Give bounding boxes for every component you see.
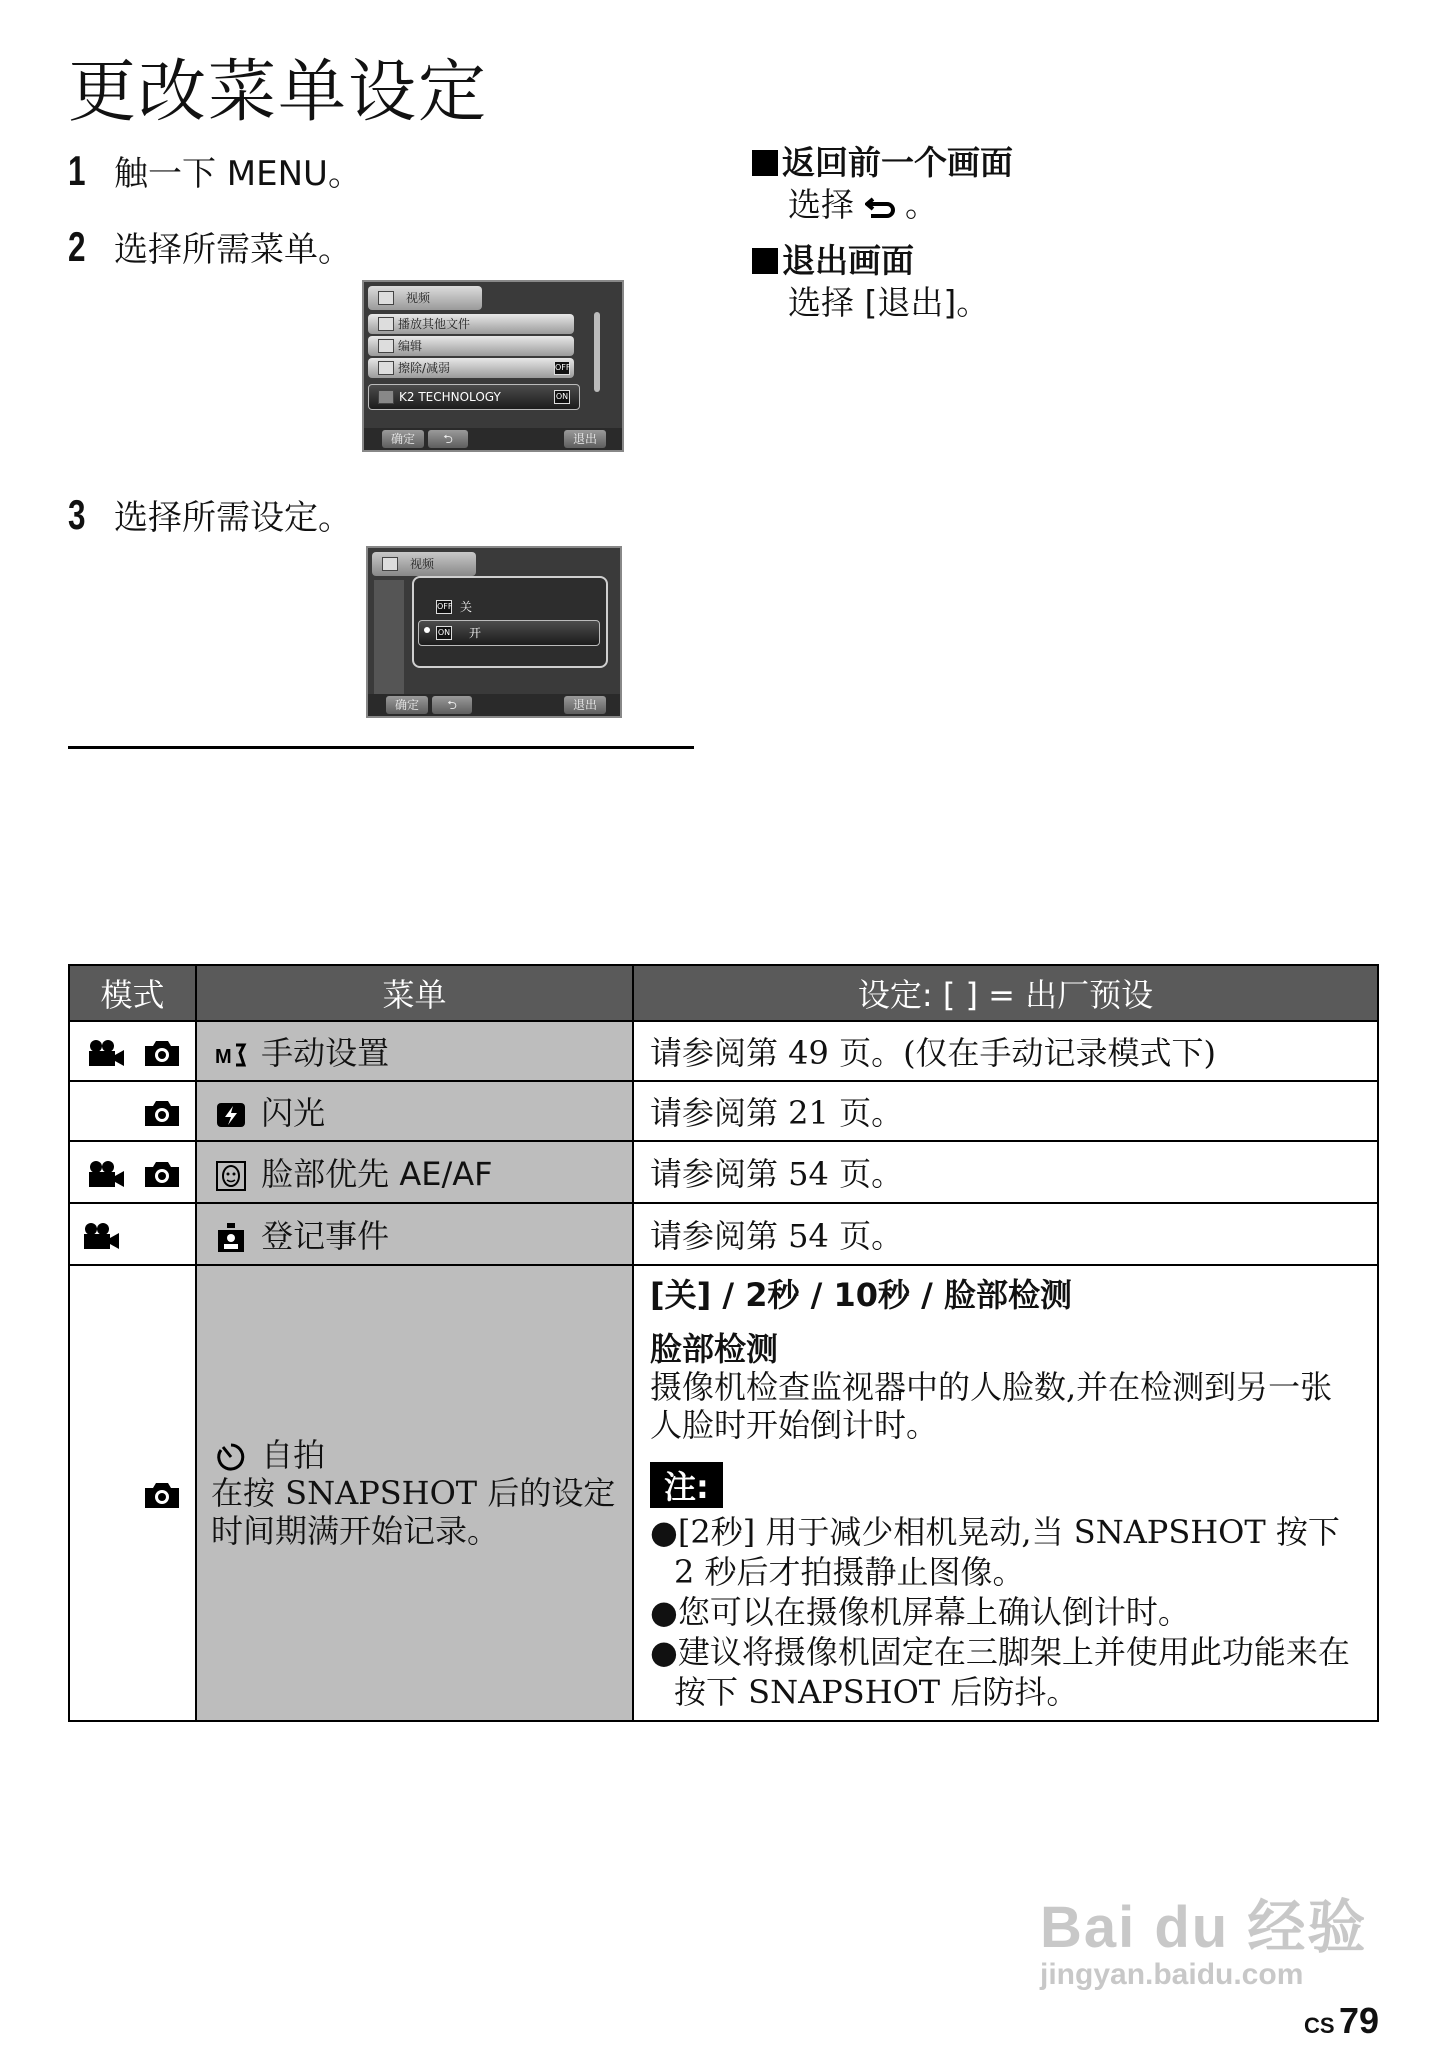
video-icon <box>378 291 394 305</box>
dimmed-menu-column <box>374 580 404 698</box>
camera-icon <box>143 1098 181 1128</box>
flash-icon <box>215 1101 247 1129</box>
menu-cell <box>196 1021 633 1081</box>
note-item: ●您可以在摄像机屏幕上确认倒计时。 <box>650 1593 1190 1631</box>
menu-item-k2[interactable]: K2 TECHNOLOGY <box>368 384 580 410</box>
on-badge: ON <box>436 626 452 640</box>
note-label: 注: <box>650 1462 723 1508</box>
note-heading: 退出画面 <box>782 241 914 280</box>
step-3 <box>68 490 352 539</box>
camera-icon <box>143 1159 181 1189</box>
exit-button[interactable]: 退出 <box>564 430 606 448</box>
step-number: 2 <box>68 222 86 270</box>
note-heading: 返回前一个画面 <box>782 143 1013 182</box>
menu-item-edit[interactable]: 编辑 <box>368 336 574 356</box>
back-button[interactable]: ⮌ <box>428 430 468 448</box>
header-setting: 设定: [ ] = 出厂预设 <box>633 965 1378 1021</box>
setting-cell: 请参阅第 54 页。 <box>633 1203 1378 1265</box>
table-row <box>69 1203 1378 1265</box>
page-footer <box>1304 2000 1379 2042</box>
option-on[interactable]: 开 <box>418 620 600 646</box>
option-off[interactable]: 关 <box>460 600 473 614</box>
event-icon <box>215 1222 247 1254</box>
language-code: CS <box>1303 2013 1335 2038</box>
menu-cell <box>196 1265 633 1721</box>
on-badge: ON <box>554 390 570 404</box>
setting-cell: 请参阅第 49 页。(仅在手动记录模式下) <box>633 1021 1378 1081</box>
wrench-icon <box>378 339 394 353</box>
setting-options: [关] / 2秒 / 10秒 / 脸部检测 <box>650 1276 1072 1314</box>
video-camera-icon <box>82 1221 120 1251</box>
watermark-logo: Bai du 经验 <box>1040 1895 1368 1960</box>
return-icon <box>865 196 895 218</box>
menu-label: 闪光 <box>261 1094 326 1132</box>
header-mode: 模式 <box>69 965 196 1021</box>
menu-label: 手动设置 <box>261 1034 390 1072</box>
k2-icon <box>378 390 394 404</box>
menu-cell <box>196 1203 633 1265</box>
page-title: 更改菜单设定 <box>68 53 489 132</box>
settings-table <box>68 964 1379 1722</box>
menu-description: 在按 SNAPSHOT 后的设定时间期满开始记录。 <box>211 1474 616 1550</box>
video-icon <box>382 557 398 571</box>
selected-dot-icon <box>424 627 430 633</box>
mode-cell <box>69 1021 196 1081</box>
exit-button[interactable]: 退出 <box>564 696 606 714</box>
menu-screen <box>362 280 624 452</box>
setting-cell: 请参阅第 54 页。 <box>633 1141 1378 1203</box>
menu-item-wipe[interactable]: 擦除/减弱 <box>368 358 574 378</box>
face-detect-heading: 脸部检测 <box>650 1330 779 1368</box>
table-header-row <box>69 965 1378 1021</box>
off-badge: OFF <box>554 361 570 375</box>
note-item: ●[2秒] 用于减少相机晃动,当 SNAPSHOT 按下 2 秒后才拍摄静止图像。 <box>650 1513 1340 1591</box>
menu-label: 登记事件 <box>261 1217 390 1255</box>
step-number: 1 <box>68 146 86 194</box>
self-timer-icon <box>215 1441 247 1473</box>
menu-item-play-other[interactable]: 播放其他文件 <box>368 314 574 334</box>
step-number: 3 <box>68 490 86 538</box>
note-exit <box>752 240 989 324</box>
back-button[interactable]: ⮌ <box>432 696 472 714</box>
step-text: 选择所需设定。 <box>114 498 352 538</box>
ok-button[interactable]: 确定 <box>386 696 428 714</box>
playback-icon <box>378 317 394 331</box>
scrollbar[interactable] <box>594 312 600 392</box>
menu-label: 自拍 <box>261 1436 326 1474</box>
watermark-url: jingyan.baidu.com <box>1040 1958 1304 1991</box>
face-icon <box>215 1160 247 1192</box>
note-return <box>752 142 1013 226</box>
tab-video[interactable]: 视频 <box>368 286 482 310</box>
face-detect-desc: 摄像机检查监视器中的人脸数,并在检测到另一张人脸时开始倒计时。 <box>650 1368 1333 1444</box>
baidu-watermark <box>1040 1880 1367 1992</box>
video-camera-icon <box>87 1038 125 1068</box>
step-2 <box>68 222 352 271</box>
manual-icon <box>215 1041 247 1069</box>
mode-cell <box>69 1141 196 1203</box>
table-row-self-timer <box>69 1265 1378 1721</box>
menu-label: 脸部优先 AE/AF <box>261 1155 493 1193</box>
page-number: 79 <box>1338 2000 1379 2041</box>
step-1 <box>68 146 362 195</box>
mode-cell <box>69 1081 196 1141</box>
table-row <box>69 1021 1378 1081</box>
menu-cell <box>196 1141 633 1203</box>
square-bullet-icon <box>752 248 778 274</box>
camera-icon <box>143 1480 181 1510</box>
tab-video[interactable]: 视频 <box>372 552 476 576</box>
setting-screen <box>366 546 622 718</box>
menu-cell <box>196 1081 633 1141</box>
off-badge: OFF <box>436 600 452 614</box>
note-item: ●建议将摄像机固定在三脚架上并使用此功能来在按下 SNAPSHOT 后防抖。 <box>650 1633 1350 1711</box>
table-row <box>69 1141 1378 1203</box>
setting-cell <box>633 1265 1378 1721</box>
note-body: 选择 。 <box>788 185 938 224</box>
section-divider <box>68 746 694 749</box>
square-bullet-icon <box>752 150 778 176</box>
svg-text:M: M <box>215 1046 232 1068</box>
step-text: 选择所需菜单。 <box>114 230 352 270</box>
header-menu: 菜单 <box>196 965 633 1021</box>
video-camera-icon <box>87 1159 125 1189</box>
mode-cell <box>69 1265 196 1721</box>
mode-cell <box>69 1203 196 1265</box>
table-row <box>69 1081 1378 1141</box>
step-text: 触一下 MENU。 <box>114 154 362 194</box>
setting-cell: 请参阅第 21 页。 <box>633 1081 1378 1141</box>
ok-button[interactable]: 确定 <box>382 430 424 448</box>
note-body: 选择 [退出]。 <box>788 283 990 322</box>
camera-icon <box>143 1038 181 1068</box>
wipe-icon <box>378 361 394 375</box>
